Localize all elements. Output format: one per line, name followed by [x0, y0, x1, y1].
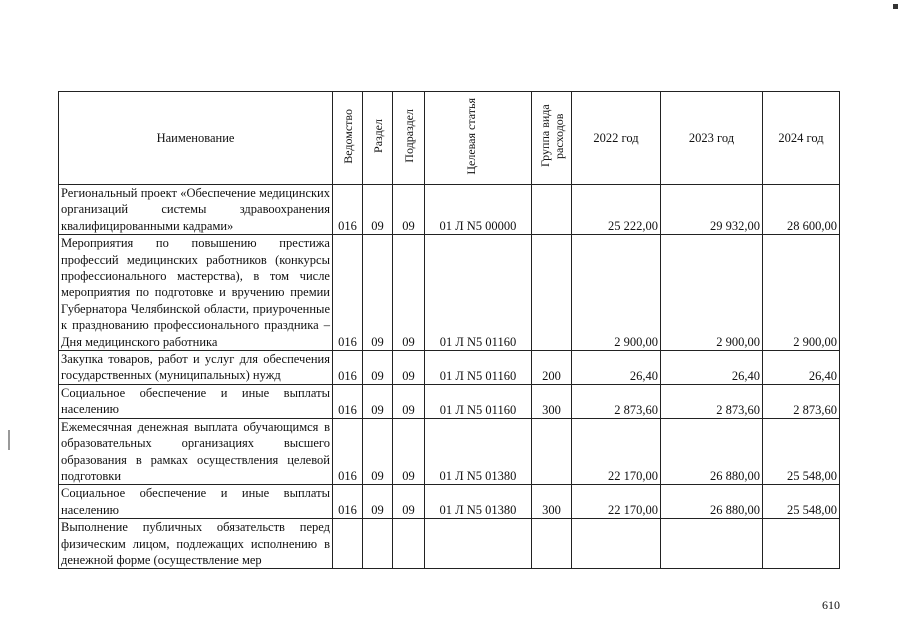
row-2024: 25 548,00: [763, 418, 840, 485]
row-razdel: 09: [363, 235, 393, 351]
row-cs: 01 Л N5 01380: [425, 418, 532, 485]
row-razdel: 09: [363, 185, 393, 235]
row-2022: 26,40: [572, 351, 661, 385]
row-ved: 016: [333, 235, 363, 351]
row-2023: 2 873,60: [661, 384, 763, 418]
header-ved: Ведомство: [333, 92, 363, 185]
row-2022: [572, 519, 661, 569]
row-2023: 29 932,00: [661, 185, 763, 235]
header-podrazdel: Подраздел: [393, 92, 425, 185]
row-2022: 22 170,00: [572, 485, 661, 519]
row-podrazdel: 09: [393, 485, 425, 519]
header-gvr: Группа вида расходов: [532, 92, 572, 185]
row-name: Ежемесячная денежная выплата обучающимся в образовательных организациях высшего образования в рамках осуществления целевой подготовки: [59, 418, 333, 485]
table-row: [59, 418, 840, 485]
row-gvr: [532, 185, 572, 235]
row-podrazdel: 09: [393, 384, 425, 418]
row-gvr: 300: [532, 485, 572, 519]
table-row: [59, 485, 840, 519]
row-ved: 016: [333, 485, 363, 519]
row-2024: [763, 519, 840, 569]
row-podrazdel: 09: [393, 235, 425, 351]
header-cs: Целевая статья: [425, 92, 532, 185]
row-2023: 26 880,00: [661, 485, 763, 519]
header-2023: 2023 год: [661, 92, 763, 185]
row-name: Мероприятия по повышению престижа профессий медицинских работников (конкурсы профессионального мастерства), в том числе мероприятия по подготовке и вручению премии Губернатора Челябинской области, приуроченные к празднованию профессионального праздника – Дня медицинского работника: [59, 235, 333, 351]
row-podrazdel: [393, 519, 425, 569]
row-ved: 016: [333, 384, 363, 418]
table-row: [59, 519, 840, 569]
row-2024: 2 900,00: [763, 235, 840, 351]
table-row: [59, 351, 840, 385]
header-2024: 2024 год: [763, 92, 840, 185]
row-cs: 01 Л N5 01380: [425, 485, 532, 519]
row-2022: 22 170,00: [572, 418, 661, 485]
row-podrazdel: 09: [393, 185, 425, 235]
header-name: Наименование: [59, 92, 333, 185]
row-razdel: 09: [363, 418, 393, 485]
row-2024: 26,40: [763, 351, 840, 385]
row-cs: [425, 519, 532, 569]
row-2022: 2 900,00: [572, 235, 661, 351]
row-gvr: 300: [532, 384, 572, 418]
row-gvr: [532, 418, 572, 485]
row-podrazdel: 09: [393, 351, 425, 385]
row-name: Выполнение публичных обязательств перед физическим лицом, подлежащих исполнению в денежной форме (осуществление мер: [59, 519, 333, 569]
row-ved: [333, 519, 363, 569]
row-name: Региональный проект «Обеспечение медицинских организаций системы здравоохранения квалифицированными кадрами»: [59, 185, 333, 235]
row-ved: 016: [333, 351, 363, 385]
scan-speck: [893, 4, 898, 9]
row-gvr: 200: [532, 351, 572, 385]
budget-table: [58, 91, 840, 569]
row-2023: 26 880,00: [661, 418, 763, 485]
row-razdel: 09: [363, 384, 393, 418]
row-name: Закупка товаров, работ и услуг для обеспечения государственных (муниципальных) нужд: [59, 351, 333, 385]
table-header-row: [59, 92, 840, 185]
row-name: Социальное обеспечение и иные выплаты населению: [59, 384, 333, 418]
row-cs: 01 Л N5 00000: [425, 185, 532, 235]
row-2023: 2 900,00: [661, 235, 763, 351]
table-row: [59, 185, 840, 235]
row-2024: 2 873,60: [763, 384, 840, 418]
row-podrazdel: 09: [393, 418, 425, 485]
page-number: 610: [822, 598, 840, 612]
row-2024: 25 548,00: [763, 485, 840, 519]
row-gvr: [532, 519, 572, 569]
row-2023: [661, 519, 763, 569]
row-cs: 01 Л N5 01160: [425, 235, 532, 351]
row-ved: 016: [333, 185, 363, 235]
row-razdel: [363, 519, 393, 569]
row-2024: 28 600,00: [763, 185, 840, 235]
row-2022: 25 222,00: [572, 185, 661, 235]
header-razdel: Раздел: [363, 92, 393, 185]
row-razdel: 09: [363, 485, 393, 519]
table-row: [59, 384, 840, 418]
header-2022: 2022 год: [572, 92, 661, 185]
row-cs: 01 Л N5 01160: [425, 384, 532, 418]
row-2023: 26,40: [661, 351, 763, 385]
scan-edge-mark: [8, 430, 10, 450]
row-gvr: [532, 235, 572, 351]
row-name: Социальное обеспечение и иные выплаты населению: [59, 485, 333, 519]
row-2022: 2 873,60: [572, 384, 661, 418]
row-cs: 01 Л N5 01160: [425, 351, 532, 385]
row-razdel: 09: [363, 351, 393, 385]
row-ved: 016: [333, 418, 363, 485]
table-row: [59, 235, 840, 351]
